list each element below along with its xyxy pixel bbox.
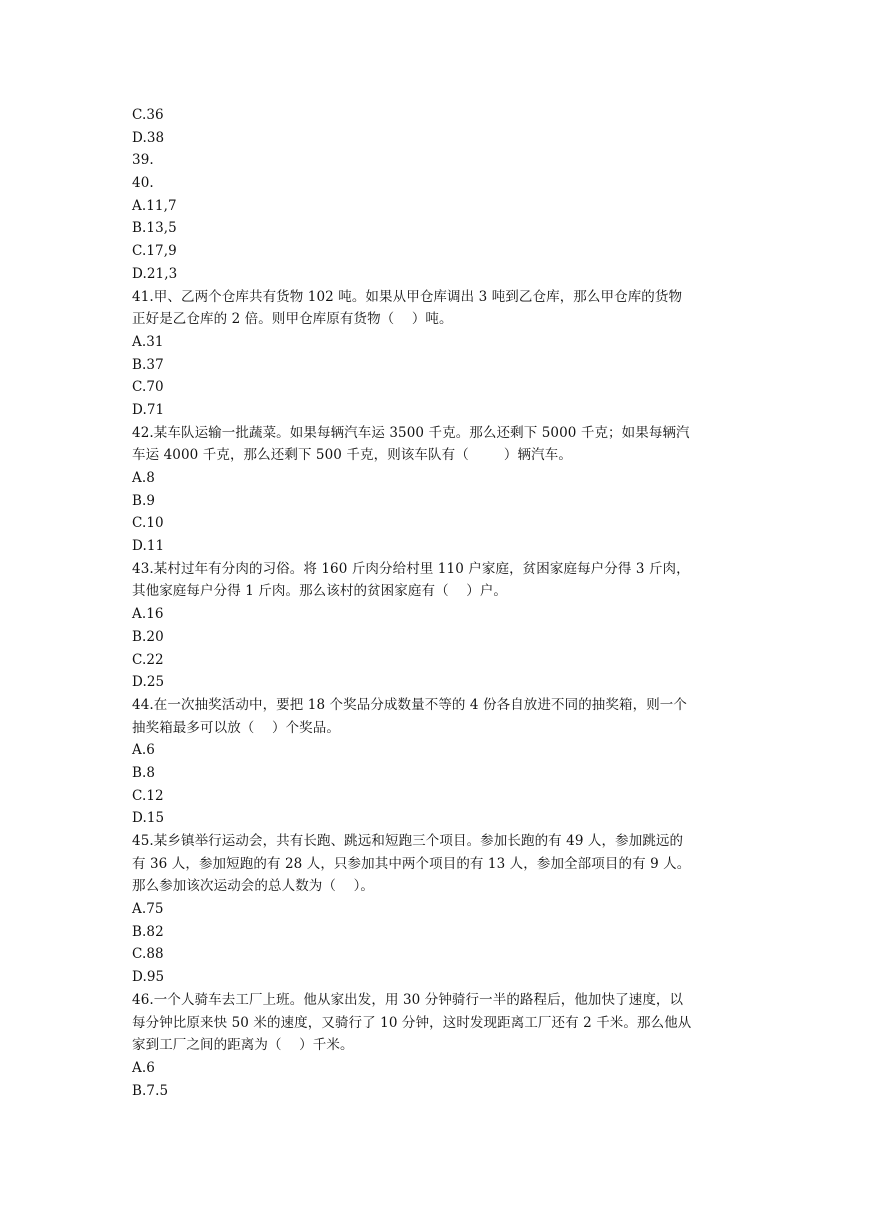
option-c-44: C.12 [132,787,164,804]
option-a-41: A.31 [132,333,164,350]
option-b-45: B.82 [132,923,164,940]
question-43-text-line-2: 其他家庭每户分得 1 斤肉。那么该村的贫困家庭有（ ）户。 [132,583,508,600]
option-a-45: A.75 [132,901,164,918]
option-c-38: C.36 [132,107,164,123]
question-39-number: 39. [132,152,154,169]
question-40-number: 40. [132,175,154,192]
option-a-44: A.6 [132,742,155,759]
option-d-40: D.21,3 [132,265,178,282]
option-d-38: D.38 [132,129,165,146]
option-d-45: D.95 [132,969,165,986]
option-b-40: B.13,5 [132,220,177,237]
question-41-text-line-2: 正好是乙仓库的 2 倍。则甲仓库原有货物（ ）吨。 [132,311,453,328]
option-d-41: D.71 [132,401,165,418]
option-c-43: C.22 [132,651,164,668]
question-42-text-line-2: 车运 4000 千克，那么还剩下 500 千克，则该车队有（ ）辆汽车。 [132,447,572,464]
option-b-43: B.20 [132,628,164,645]
question-44-text-line-1: 44.在一次抽奖活动中，要把 18 个奖品分成数量不等的 4 份各自放进不同的抽奖箱，则一个 [132,696,688,713]
option-c-42: C.10 [132,515,164,532]
option-c-41: C.70 [132,379,164,396]
question-46-text-line-1: 46.一个人骑车去工厂上班。他从家出发，用 30 分钟骑行一半的路程后，他加快了速度，以 [132,991,684,1008]
option-c-45: C.88 [132,946,164,963]
option-c-40: C.17,9 [132,243,177,260]
question-45-text-line-1: 45.某乡镇举行运动会，共有长跑、跳远和短跑三个项目。参加长跑的有 49 人，参加跳远的 [132,833,684,849]
question-42-text-line-1: 42.某车队运输一批蔬菜。如果每辆汽车运 3500 千克。那么还剩下 5000 千克；如果每辆汽 [132,424,690,441]
option-d-43: D.25 [132,674,165,691]
option-a-43: A.16 [132,606,164,623]
option-b-46: B.7.5 [132,1082,169,1099]
option-d-42: D.11 [132,538,165,555]
question-46-text-line-2: 每分钟比原来快 50 米的速度，又骑行了 10 分钟，这时发现距离工厂还有 2 千米。那么他从 [132,1014,692,1031]
option-a-46: A.6 [132,1059,155,1076]
question-43-text-line-1: 43.某村过年有分肉的习俗。将 160 斤肉分给村里 110 户家庭，贫困家庭每户分得 3 斤肉， [132,560,690,577]
option-b-41: B.37 [132,356,164,373]
question-46-text-line-3: 家到工厂之间的距离为（ ）千米。 [132,1037,354,1054]
question-41-text-line-1: 41.甲、乙两个仓库共有货物 102 吨。如果从甲仓库调出 3 吨到乙仓库，那么甲仓库的货物 [132,288,683,305]
option-d-44: D.15 [132,810,165,827]
question-44-text-line-2: 抽奖箱最多可以放（ ）个奖品。 [132,719,340,736]
option-a-42: A.8 [132,470,155,486]
option-b-42: B.9 [132,492,156,509]
option-a-40: A.11,7 [132,197,177,214]
question-45-text-line-2: 有 36 人，参加短跑的有 28 人，只参加其中两个项目的有 13 人，参加全部项目的有 9 人。 [132,855,691,872]
option-b-44: B.8 [132,764,156,781]
document-page [132,104,744,1102]
question-45-text-line-3: 那么参加该次运动会的总人数为（ ）。 [132,878,375,895]
